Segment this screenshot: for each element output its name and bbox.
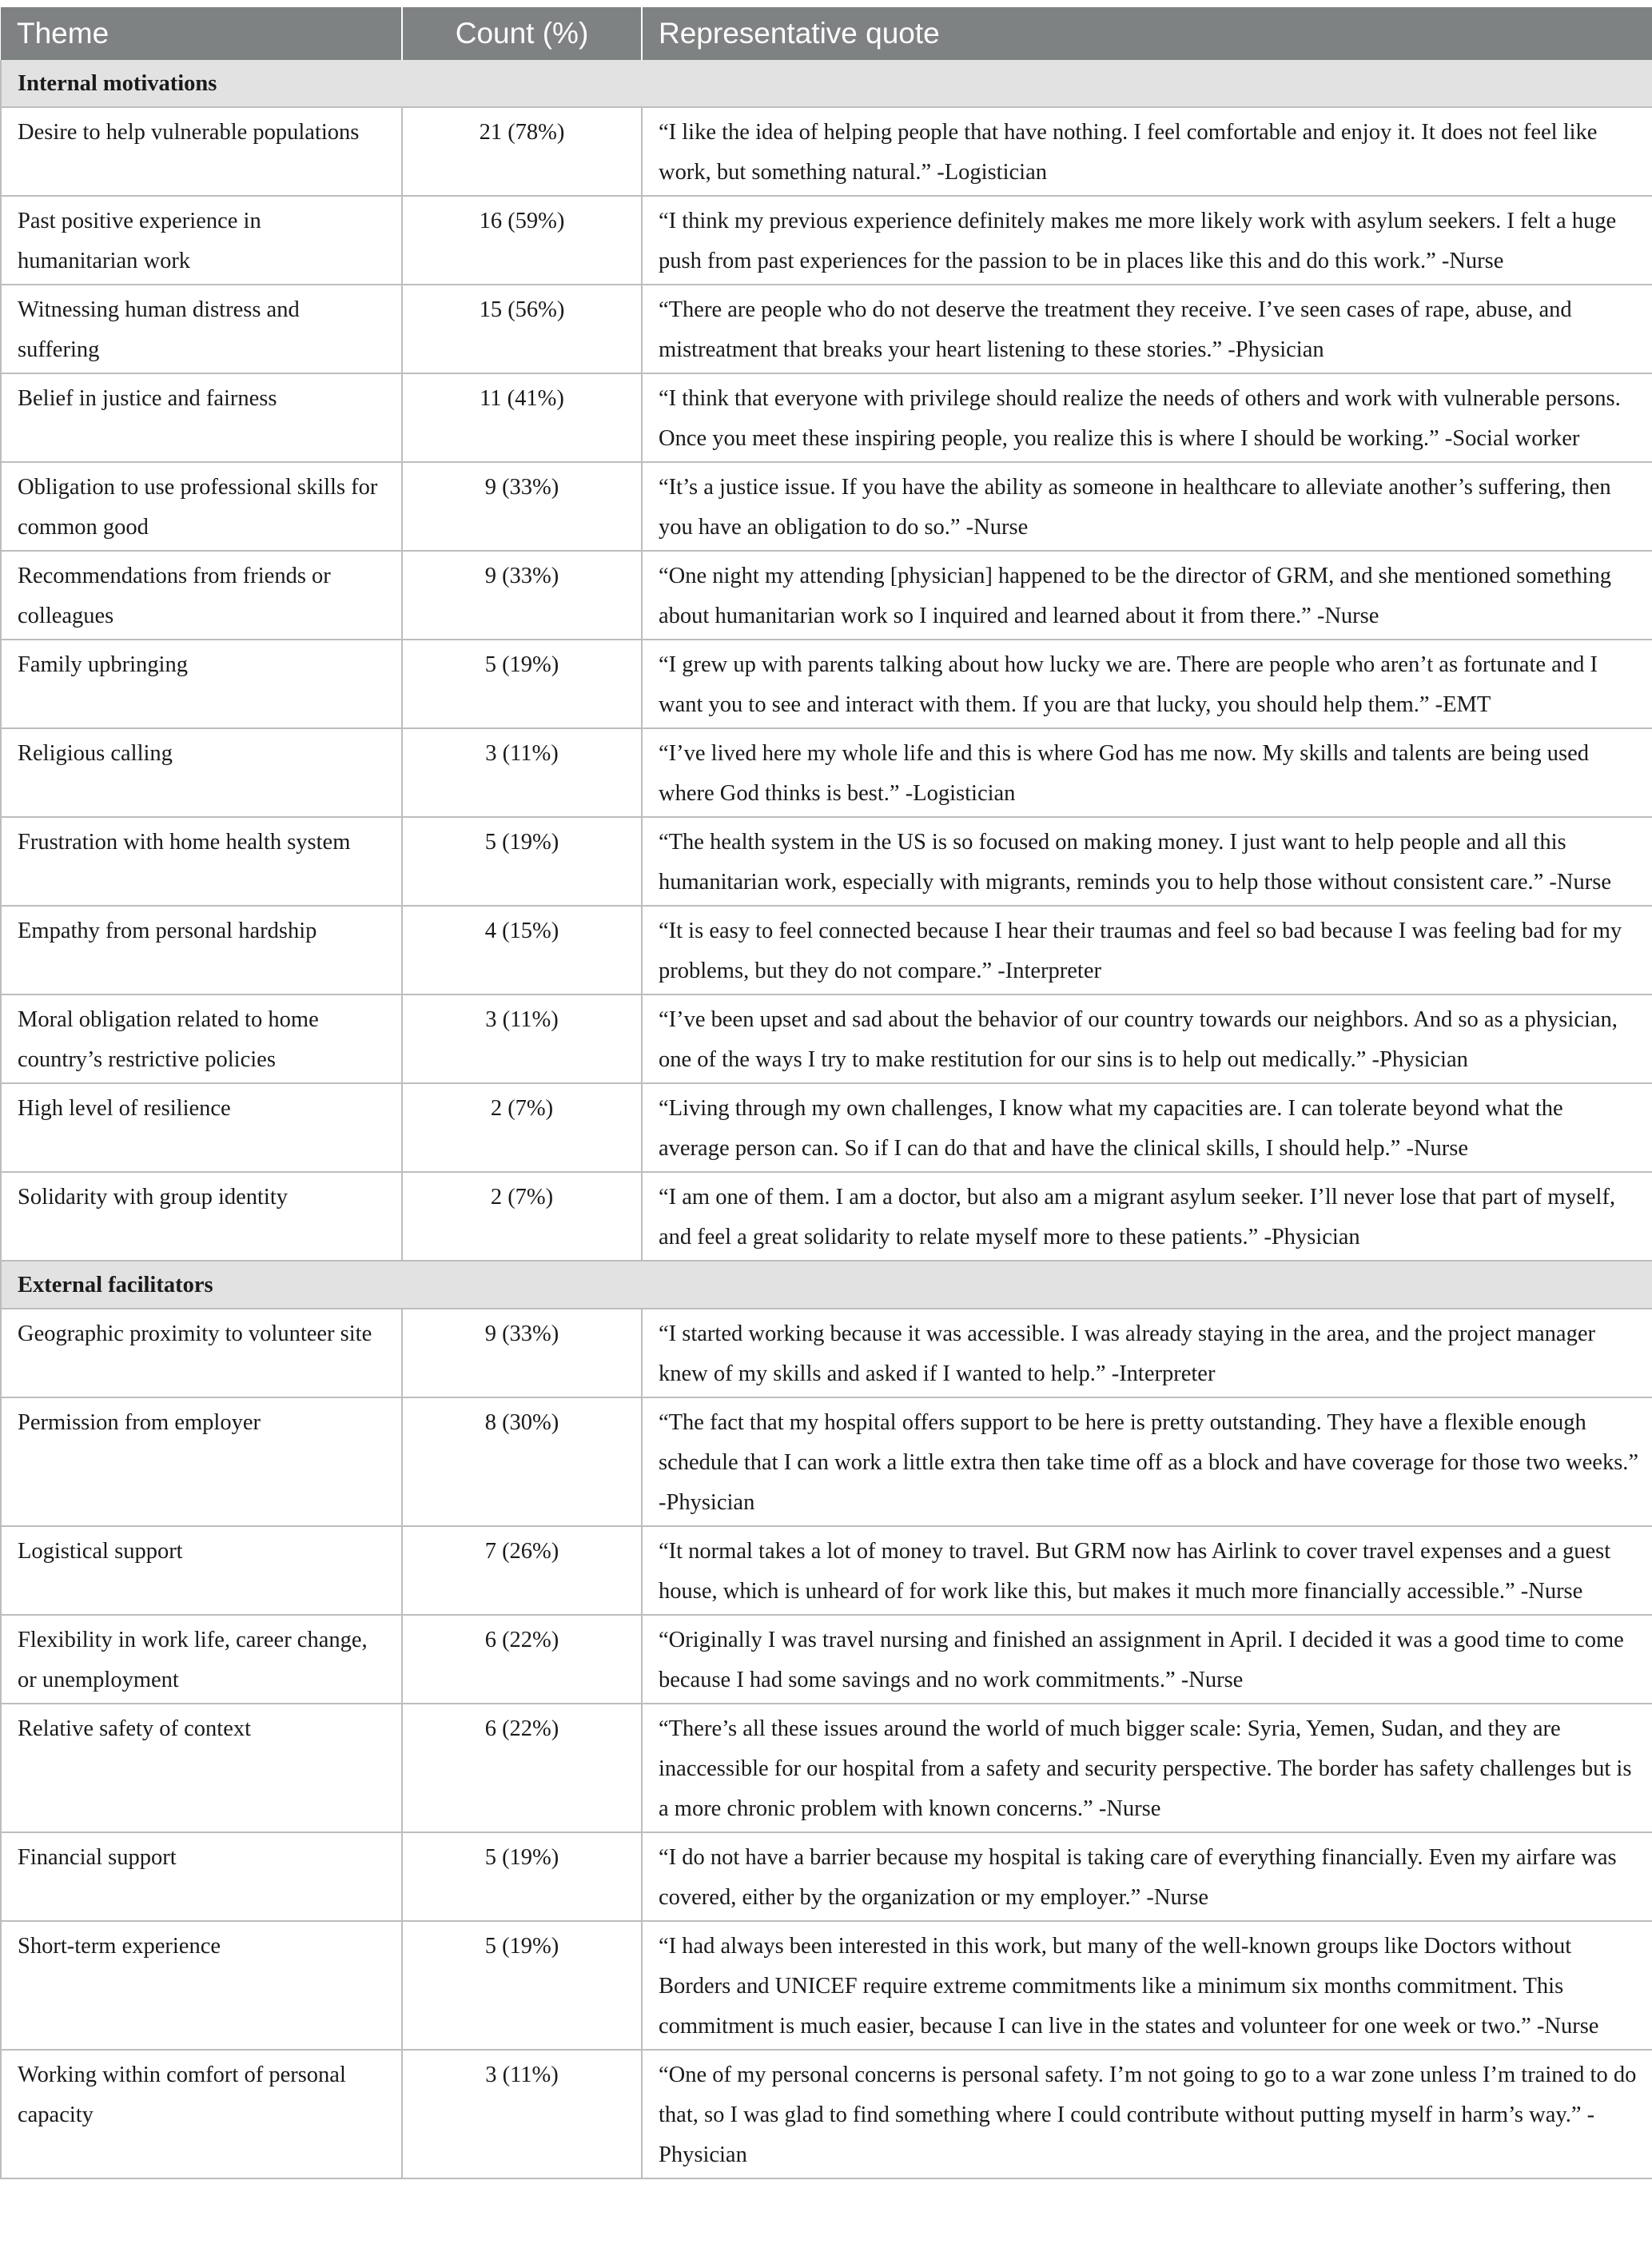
count-cell: 5 (19%) (402, 640, 642, 728)
theme-cell: Geographic proximity to volunteer site (1, 1309, 402, 1397)
table-row (1, 1397, 1652, 1526)
count-cell: 2 (7%) (402, 1172, 642, 1261)
count-cell: 9 (33%) (402, 551, 642, 640)
header-quote: Representative quote (642, 7, 1652, 60)
quote-cell: “I’ve lived here my whole life and this is where God has me now. My skills and talents are being used where God thinks is best.” -Logistician (642, 728, 1652, 817)
quote-cell: “The fact that my hospital offers support to be here is pretty outstanding. They have a flexible enough schedule that I can work a little extra then take time off as a block and have coverage for those two weeks.” -Physician (642, 1397, 1652, 1526)
theme-cell: Obligation to use professional skills for common good (1, 462, 402, 551)
table-row (1, 1704, 1652, 1832)
table-row (1, 1309, 1652, 1397)
table-row (1, 373, 1652, 462)
count-cell: 2 (7%) (402, 1083, 642, 1172)
quote-cell: “One night my attending [physician] happened to be the director of GRM, and she mentioned something about humanitarian work so I inquired and learned about it from there.” -Nurse (642, 551, 1652, 640)
quote-cell: “One of my personal concerns is personal safety. I’m not going to go to a war zone unless I’m trained to do that, so I was glad to find something where I could contribute without putting myself in harm’s way.” -Physician (642, 2050, 1652, 2178)
theme-cell: Frustration with home health system (1, 817, 402, 906)
quote-cell: “I started working because it was accessible. I was already staying in the area, and the project manager knew of my skills and asked if I wanted to help.” -Interpreter (642, 1309, 1652, 1397)
table-row (1, 1921, 1652, 2050)
theme-cell: Recommendations from friends or colleagues (1, 551, 402, 640)
quote-cell: “I’ve been upset and sad about the behavior of our country towards our neighbors. And so as a physician, one of the ways I try to make restitution for our sins is to help out medically.” -Physician (642, 994, 1652, 1083)
theme-cell: Financial support (1, 1832, 402, 1921)
section-header-row (1, 1261, 1652, 1309)
quote-cell: “Living through my own challenges, I know what my capacities are. I can tolerate beyond what the average person can. So if I can do that and have the clinical skills, I should help.” -Nurse (642, 1083, 1652, 1172)
theme-cell: Working within comfort of personal capacity (1, 2050, 402, 2178)
count-cell: 6 (22%) (402, 1704, 642, 1832)
quote-cell: “Originally I was travel nursing and finished an assignment in April. I decided it was a good time to come because I had some savings and no work commitments.” -Nurse (642, 1615, 1652, 1704)
theme-cell: Relative safety of context (1, 1704, 402, 1832)
count-cell: 5 (19%) (402, 817, 642, 906)
theme-cell: Flexibility in work life, career change, or unemployment (1, 1615, 402, 1704)
table-row (1, 1615, 1652, 1704)
quote-cell: “There are people who do not deserve the treatment they receive. I’ve seen cases of rape, abuse, and mistreatment that breaks your heart listening to these stories.” -Physician (642, 285, 1652, 373)
count-cell: 5 (19%) (402, 1921, 642, 2050)
count-cell: 16 (59%) (402, 196, 642, 285)
theme-cell: Belief in justice and fairness (1, 373, 402, 462)
theme-cell: Religious calling (1, 728, 402, 817)
theme-cell: Past positive experience in humanitarian work (1, 196, 402, 285)
count-cell: 7 (26%) (402, 1526, 642, 1615)
count-cell: 11 (41%) (402, 373, 642, 462)
themes-table (0, 7, 1652, 2179)
quote-cell: “It is easy to feel connected because I hear their traumas and feel so bad because I was feeling bad for my problems, but they do not compare.” -Interpreter (642, 906, 1652, 994)
count-cell: 9 (33%) (402, 462, 642, 551)
section-title: Internal motivations (1, 60, 1652, 107)
table-header (1, 7, 1652, 60)
section-title: External facilitators (1, 1261, 1652, 1309)
section-header-row (1, 60, 1652, 107)
quote-cell: “I grew up with parents talking about how lucky we are. There are people who aren’t as fortunate and I want you to see and interact with them. If you are that lucky, you should help them.” -EMT (642, 640, 1652, 728)
count-cell: 3 (11%) (402, 994, 642, 1083)
table-row (1, 2050, 1652, 2178)
count-cell: 3 (11%) (402, 2050, 642, 2178)
count-cell: 4 (15%) (402, 906, 642, 994)
theme-cell: Desire to help vulnerable populations (1, 107, 402, 196)
quote-cell: “I like the idea of helping people that have nothing. I feel comfortable and enjoy it. It does not feel like work, but something natural.” -Logistician (642, 107, 1652, 196)
quote-cell: “I had always been interested in this work, but many of the well-known groups like Doctors without Borders and UNICEF require extreme commitments like a minimum six months commitment. This commitment is much easier, because I can live in the states and volunteer for one week or two.” -Nurse (642, 1921, 1652, 2050)
table-row (1, 817, 1652, 906)
theme-cell: Permission from employer (1, 1397, 402, 1526)
theme-cell: Family upbringing (1, 640, 402, 728)
quote-cell: “It normal takes a lot of money to travel. But GRM now has Airlink to cover travel expenses and a guest house, which is unheard of for work like this, but makes it much more financially accessible.” -Nurse (642, 1526, 1652, 1615)
count-cell: 15 (56%) (402, 285, 642, 373)
quote-cell: “I think my previous experience definitely makes me more likely work with asylum seekers. I felt a huge push from past experiences for the passion to be in places like this and do this work.” -Nurse (642, 196, 1652, 285)
theme-cell: Empathy from personal hardship (1, 906, 402, 994)
table-row (1, 640, 1652, 728)
table-row (1, 1526, 1652, 1615)
table-row (1, 728, 1652, 817)
table-row (1, 1172, 1652, 1261)
theme-cell: Solidarity with group identity (1, 1172, 402, 1261)
theme-cell: High level of resilience (1, 1083, 402, 1172)
table-row (1, 994, 1652, 1083)
theme-cell: Witnessing human distress and suffering (1, 285, 402, 373)
table-row (1, 462, 1652, 551)
table-row (1, 285, 1652, 373)
quote-cell: “The health system in the US is so focused on making money. I just want to help people and all this humanitarian work, especially with migrants, reminds you to help those without consistent care.” -Nurse (642, 817, 1652, 906)
quote-cell: “I am one of them. I am a doctor, but also am a migrant asylum seeker. I’ll never lose that part of myself, and feel a great solidarity to relate myself more to these patients.” -Physician (642, 1172, 1652, 1261)
quote-cell: “I think that everyone with privilege should realize the needs of others and work with vulnerable persons. Once you meet these inspiring people, you realize this is where I should be working.” -Social worker (642, 373, 1652, 462)
table-row (1, 1832, 1652, 1921)
table-row (1, 196, 1652, 285)
count-cell: 3 (11%) (402, 728, 642, 817)
count-cell: 8 (30%) (402, 1397, 642, 1526)
quote-cell: “There’s all these issues around the world of much bigger scale: Syria, Yemen, Sudan, and they are inaccessible for our hospital from a safety and security perspective. The border has safety challenges but is a more chronic problem with known concerns.” -Nurse (642, 1704, 1652, 1832)
header-row (1, 7, 1652, 60)
count-cell: 5 (19%) (402, 1832, 642, 1921)
header-count: Count (%) (402, 7, 642, 60)
quote-cell: “It’s a justice issue. If you have the ability as someone in healthcare to alleviate another’s suffering, then you have an obligation to do so.” -Nurse (642, 462, 1652, 551)
table-row (1, 551, 1652, 640)
count-cell: 21 (78%) (402, 107, 642, 196)
table-row (1, 906, 1652, 994)
quote-cell: “I do not have a barrier because my hospital is taking care of everything financially. Even my airfare was covered, either by the organization or my employer.” -Nurse (642, 1832, 1652, 1921)
theme-cell: Logistical support (1, 1526, 402, 1615)
theme-cell: Short-term experience (1, 1921, 402, 2050)
count-cell: 9 (33%) (402, 1309, 642, 1397)
themes-table-container (0, 7, 1652, 2179)
table-row (1, 1083, 1652, 1172)
count-cell: 6 (22%) (402, 1615, 642, 1704)
table-row (1, 107, 1652, 196)
header-theme: Theme (1, 7, 402, 60)
table-body (1, 60, 1652, 2178)
theme-cell: Moral obligation related to home country’s restrictive policies (1, 994, 402, 1083)
